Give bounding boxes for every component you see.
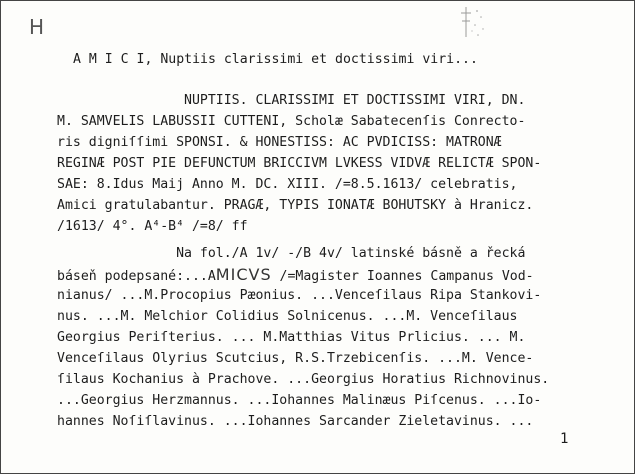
description-line: M. SAMVELIS LABUSSII CUTTENI, Scholæ Sabatecenſis Conrecto- xyxy=(57,114,526,129)
description-line: /1613/ 4°. A⁴-B⁴ /=8/ ff xyxy=(57,219,248,234)
corner-handwritten-mark: H xyxy=(29,15,46,39)
contents-line: ſilaus Kochanius à Prachove. ...Georgius Horatius Richnovinus. xyxy=(57,372,550,387)
description-line: NUPTIIS. CLARISSIMI ET DOCTISSIMI VIRI, DN. xyxy=(57,93,526,108)
contents-line-text: báseň podepsané:...A xyxy=(57,269,216,284)
description-line: ris digniſſimi SPONSI. & HONESTISS: AC PVDICISS: MATRONÆ xyxy=(57,135,502,150)
contents-line: Venceſilaus Olyrius Scutcius, R.S.Trzebicenſis. ...M. Vence- xyxy=(57,351,534,366)
contents-line xyxy=(57,265,534,287)
faint-stamp-mark xyxy=(457,3,487,41)
contents-line: Georgius Periſterius. ... M.Matthias Vitus Prlicius. ... M. xyxy=(57,330,526,345)
description-line: SAE: 8.Idus Maij Anno M. DC. XIII. /=8.5.1613/ celebratis, xyxy=(57,177,518,192)
contents-line-text: /=Magister Ioannes Campanus Vod- xyxy=(271,269,534,284)
contents-line: nus. ...M. Melchior Colidius Solnicenus. ...M. Venceſilaus xyxy=(57,309,518,324)
contents-line: nianus/ ...M.Procopius Pæonius. ...Venceſilaus Ripa Stankovi- xyxy=(57,288,542,303)
description-line: REGINÆ POST PIE DEFUNCTUM BRICCIVM LVKESS VIDVÆ RELICTÆ SPON- xyxy=(57,156,542,171)
contents-line: hannes Noſiſlavinus. ...Iohannes Sarcander Zieletavinus. ... xyxy=(57,414,534,429)
card-heading: A M I C I, Nuptiis clarissimi et doctissimi viri... xyxy=(73,52,478,67)
description-line: Amici gratulabantur. PRAGÆ, TYPIS IONATÆ BOHUTSKY à Hranicz. xyxy=(57,198,534,213)
handwritten-insert: MICVS xyxy=(215,265,272,284)
page-number: 1 xyxy=(560,431,569,447)
contents-line: Na fol./A 1v/ -/B 4v/ latinské básně a řecká xyxy=(57,246,526,261)
contents-line: ...Georgius Herzmannus. ...Iohannes Malinæus Piſcenus. ...Io- xyxy=(57,393,542,408)
